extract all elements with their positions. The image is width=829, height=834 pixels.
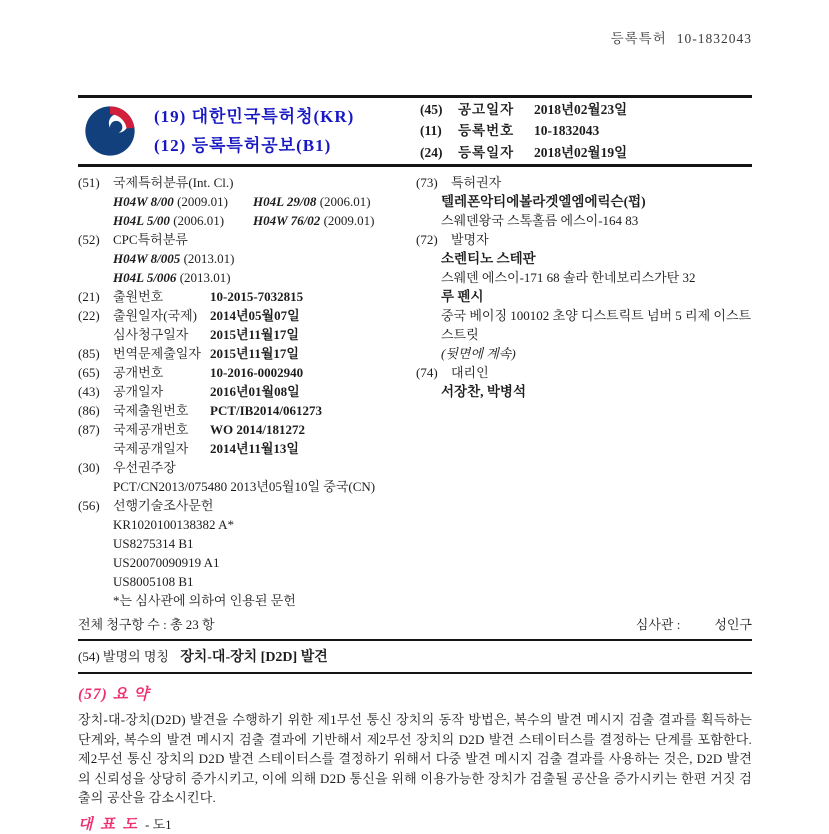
field-label: 공개일자 <box>113 384 164 399</box>
kipo-taegeuk-logo <box>82 103 138 159</box>
examination-request-date-row <box>78 325 408 344</box>
ipc-heading <box>78 173 408 192</box>
total-claims: 전체 청구항 수 : 총 23 항 <box>78 617 215 632</box>
field-code: (30) <box>78 460 100 475</box>
spacer <box>680 614 714 633</box>
patentee-name: 텔레폰악티에볼라겟엘엠에릭슨(펍) <box>441 194 646 209</box>
cpc-pair <box>113 268 231 287</box>
field-label: 국제공개번호 <box>113 422 189 437</box>
abstract-heading: (57) 요 약 <box>78 686 150 703</box>
field-value: WO 2014/181272 <box>210 422 305 437</box>
agent-names: 서장찬, 박병석 <box>441 384 526 399</box>
field-label: 선행기술조사문헌 <box>113 498 214 513</box>
inventors-heading <box>416 230 752 249</box>
field-code: (87) <box>78 422 100 437</box>
publication-number-row <box>78 363 408 382</box>
patentee-address: 스웨덴왕국 스톡홀름 에스이-164 83 <box>441 213 639 228</box>
priority-claim: PCT/CN2013/075480 2013년05월10일 중국(CN) <box>113 479 376 494</box>
inventor-name: 루 펜시 <box>441 289 484 304</box>
field-code: (52) <box>78 232 100 247</box>
field-label: 특허권자 <box>451 175 502 190</box>
field-code: (11) <box>420 123 442 139</box>
field-code: (56) <box>78 498 100 513</box>
field-label: 국제출원번호 <box>113 403 189 418</box>
field-publication-date <box>420 99 752 121</box>
claims-examiner-band <box>78 612 752 641</box>
examiner-label: 심사관 : <box>635 617 681 632</box>
masthead <box>78 95 752 167</box>
doc-type-label: 등록특허 <box>610 31 667 46</box>
abstract-text: 장치-대-장치(D2D) 발견을 수행하기 위한 제1무선 통신 장치의 동작 방법은, 복수의 발견 메시지 검출 결과를 획득하는 단계와, 복수의 발견 메시지 검출 결과에 기반해서 제2무선 장치의 D2D 발견 스테이터스를 결정하는 단계를 포함한다. 제2무선 통신 장치의 D2D 발견 스테이터스를 결정하기 위해서 다중 발견 메시지 검출 결과를 사용하는 것은, D2D 발견의 신뢰성을 상당히 증가시키고, 이에 의해 D2D 통신을 위해 이용가능한 장치가 검출될 공산을 증가시키는 한편 거짓 검출의 공산을 감소시킨다. <box>78 712 752 805</box>
field-label: 우선권주장 <box>113 460 176 475</box>
citation-note: *는 심사관에 의하여 인용된 문헌 <box>113 593 296 608</box>
ipc-pair <box>113 211 253 230</box>
field-label: 국제공개일자 <box>113 441 189 456</box>
ipc-version: (2009.01) <box>177 194 228 209</box>
application-date-row <box>78 306 408 325</box>
field-code: (43) <box>78 384 100 399</box>
field-label: 공개번호 <box>113 365 164 380</box>
citation-item: US20070090919 A1 <box>113 555 220 570</box>
field-code: (54) <box>78 649 100 664</box>
cpc-version: (2013.01) <box>183 251 235 266</box>
field-code: (21) <box>78 289 100 304</box>
field-value: 10-2015-7032815 <box>210 289 304 304</box>
bibliographic-right-column <box>408 173 752 610</box>
field-value: 10-2016-0002940 <box>210 365 304 380</box>
field-label: 공고일자 <box>458 101 515 117</box>
field-code: (24) <box>420 144 443 160</box>
citation-item: US8005108 B1 <box>113 574 194 589</box>
field-label: 국제특허분류(Int. Cl.) <box>113 175 234 190</box>
field-code <box>78 325 113 344</box>
field-code: (22) <box>78 308 100 323</box>
field-label: 출원일자(국제) <box>113 308 198 323</box>
field-value: 10-1832043 <box>534 123 600 139</box>
ipc-class: H04L 5/00 <box>113 213 170 228</box>
representative-drawing-band <box>78 813 752 834</box>
field-registration-number <box>420 120 752 142</box>
application-number-row <box>78 287 408 306</box>
representative-drawing-label: 대 표 도 <box>78 816 139 833</box>
ipc-pair <box>253 211 374 230</box>
field-label: CPC특허분류 <box>113 232 188 247</box>
field-value: 2015년11월17일 <box>210 327 299 342</box>
international-publication-number-row <box>78 420 408 439</box>
ipc-entry-line <box>78 211 408 230</box>
ipc-version: (2006.01) <box>319 194 371 209</box>
office-title: (19) 대한민국특허청(KR) <box>154 107 355 126</box>
inventor-name: 소렌티노 스테판 <box>441 251 536 266</box>
translation-submission-date-row <box>78 344 408 363</box>
agent-heading <box>416 363 752 382</box>
ipc-class: H04W 76/02 <box>253 213 321 228</box>
cpc-class: H04L 5/006 <box>113 270 177 285</box>
field-label: 대리인 <box>451 365 489 380</box>
field-value: PCT/IB2014/061273 <box>210 403 322 418</box>
field-value: 2014년05월07일 <box>210 308 300 323</box>
field-value: 2018년02월19일 <box>534 144 628 160</box>
field-code: (72) <box>416 232 438 247</box>
field-value: 2018년02월23일 <box>534 101 628 117</box>
priority-heading <box>78 458 408 477</box>
field-registration-date <box>420 142 752 164</box>
field-label: 발명자 <box>451 232 489 247</box>
citation-item: KR1020100138382 A* <box>113 517 234 532</box>
field-value: 2015년11월17일 <box>210 346 299 361</box>
ipc-version: (2009.01) <box>323 213 375 228</box>
field-label: 출원번호 <box>113 289 164 304</box>
international-publication-date-row <box>78 439 408 458</box>
field-code: (86) <box>78 403 100 418</box>
bibliographic-section <box>78 167 752 610</box>
running-head <box>78 0 752 95</box>
cpc-entry-line <box>78 268 408 287</box>
examiner-name: 성인구 <box>714 617 752 632</box>
ipc-class: H04L 29/08 <box>253 194 317 209</box>
gazette-title: (12) 등록특허공보(B1) <box>154 136 332 155</box>
masthead-fields <box>420 99 752 164</box>
ipc-entry-line <box>78 192 408 211</box>
international-application-number-row <box>78 401 408 420</box>
citation-item: US8275314 B1 <box>113 536 194 551</box>
ipc-pair <box>113 192 253 211</box>
field-code: (45) <box>420 101 443 117</box>
inventor-address: 스웨덴 에스이-171 68 솔라 한네보리스가탄 32 <box>441 270 696 285</box>
field-label: 발명의 명칭 <box>102 649 169 664</box>
cpc-heading <box>78 230 408 249</box>
representative-drawing-value: - 도1 <box>144 816 172 832</box>
cpc-pair <box>113 249 234 268</box>
field-label: 등록일자 <box>458 144 515 160</box>
field-code <box>78 439 113 458</box>
field-label: 심사청구일자 <box>113 327 189 342</box>
field-value: 2014년11월13일 <box>210 441 299 456</box>
field-code: (74) <box>416 365 438 380</box>
patentee-heading <box>416 173 752 192</box>
invention-title: 장치-대-장치 [D2D] 발견 <box>180 650 328 665</box>
examiner <box>636 614 752 633</box>
field-code: (65) <box>78 365 100 380</box>
ipc-version: (2006.01) <box>173 213 225 228</box>
continued-on-back-note: (뒷면에 계속) <box>441 346 516 361</box>
ipc-class: H04W 8/00 <box>113 194 174 209</box>
cpc-class: H04W 8/005 <box>113 251 181 266</box>
bibliographic-left-column <box>78 173 408 610</box>
cpc-entry-line <box>78 249 408 268</box>
ipc-pair <box>253 192 371 211</box>
field-label: 등록번호 <box>458 123 515 139</box>
invention-title-band <box>78 641 752 674</box>
field-value: 2016년01월08일 <box>210 384 300 399</box>
field-label: 번역문제출일자 <box>113 346 201 361</box>
inventor-address: 중국 베이징 100102 초양 디스트릭트 넘버 5 리제 이스트 스트릿 <box>441 308 752 342</box>
doc-number: 10-1832043 <box>676 31 752 46</box>
masthead-titles <box>154 102 354 160</box>
field-code: (73) <box>416 175 438 190</box>
cpc-version: (2013.01) <box>179 270 231 285</box>
field-code: (85) <box>78 346 100 361</box>
field-code: (51) <box>78 175 100 190</box>
publication-date-row <box>78 382 408 401</box>
citations-heading <box>78 496 408 515</box>
